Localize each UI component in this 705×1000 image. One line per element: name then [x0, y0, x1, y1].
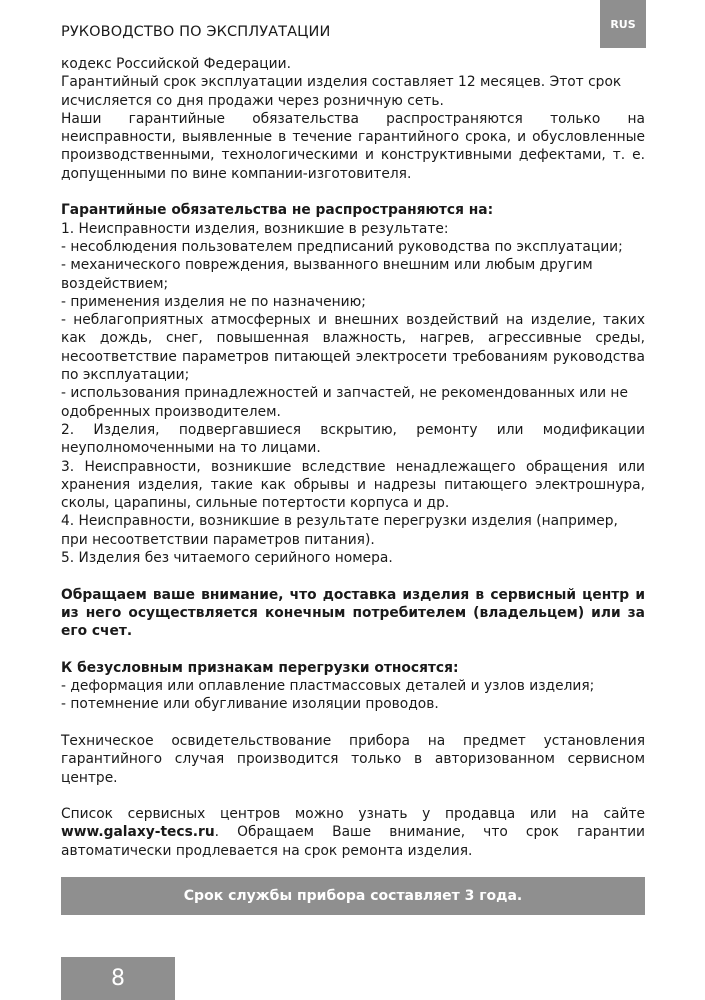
page-header-title: РУКОВОДСТВО ПО ЭКСПЛУАТАЦИИ: [61, 24, 331, 40]
website-link[interactable]: www.galaxy-tecs.ru: [61, 824, 215, 841]
service-centers-paragraph: [61, 805, 645, 860]
exclusion-item: - несоблюдения пользователем предписаний руководства по эксплуатации;: [61, 238, 623, 255]
language-tab: RUS: [600, 0, 646, 48]
service-prefix: Список сервисных центров можно узнать у продавца или на сайте: [61, 806, 645, 823]
exclusion-item: - использования принадлежностей и запчастей, не рекомендованных или не одобренных производителем.: [61, 385, 628, 420]
overload-item: - потемнение или обугливание изоляции проводов.: [61, 696, 439, 713]
inspection-paragraph: Техническое освидетельствование прибора на предмет установления гарантийного случая производится только в авторизованном сервисном центре.: [61, 732, 645, 786]
overload-item: - деформация или оплавление пластмассовых деталей и узлов изделия;: [61, 678, 595, 695]
exclusion-item: - механического повреждения, вызванного внешним или любым другим воздействием;: [61, 257, 593, 292]
service-suffix: . Обращаем Ваше внимание, что срок гарантии автоматически продлевается на срок ремонта изделия.: [61, 824, 645, 859]
exclusion-item: 5. Изделия без читаемого серийного номера.: [61, 550, 393, 567]
exclusion-item: 4. Неисправности, возникшие в результате перегрузки изделия (например, при несоответствии параметров питания).: [61, 513, 618, 548]
delivery-notice: Обращаем ваше внимание, что доставка изделия в сервисный центр и из него осуществляется конечным потребителем (владельцем) или за его счет.: [61, 586, 645, 640]
exclusion-item: 1. Неисправности изделия, возникшие в результате:: [61, 220, 449, 237]
overload-heading: К безусловным признакам перегрузки относятся:: [61, 659, 459, 676]
exclusion-item: 2. Изделия, подвергавшиеся вскрытию, ремонту или модификации неуполномоченными на то лицами.: [61, 421, 645, 457]
paragraph-warranty-period: Гарантийный срок эксплуатации изделия составляет 12 месяцев. Этот срок исчисляется со дня продажи через розничную сеть.: [61, 74, 622, 109]
exclusion-item: - применения изделия не по назначению;: [61, 293, 366, 310]
exclusions-heading: Гарантийные обязательства не распространяются на:: [61, 202, 494, 219]
exclusion-item: 3. Неисправности, возникшие вследствие ненадлежащего обращения или хранения изделия, такие как обрывы и надрезы питающего электрошнура, сколы, царапины, сильные потертости корпуса и др.: [61, 458, 645, 512]
service-life-banner: Срок службы прибора составляет 3 года.: [61, 877, 645, 915]
warranty-text: [61, 55, 645, 860]
exclusion-item: - неблагоприятных атмосферных и внешних воздействий на изделие, таких как дождь, снег, повышенная влажность, нагрев, агрессивные среды, несоответствие параметров питающей электросети требованиям руководства по эксплуатации;: [61, 312, 645, 384]
paragraph-law: кодекс Российской Федерации.: [61, 56, 291, 72]
paragraph-obligations: Наши гарантийные обязательства распространяются только на неисправности, выявленные в течение гарантийного срока, и обусловленные производственными, технологическими и конструктивными дефектами, т. е. допущенными по вине компании-изготовителя.: [61, 110, 645, 182]
page-number: 8: [61, 957, 175, 1000]
